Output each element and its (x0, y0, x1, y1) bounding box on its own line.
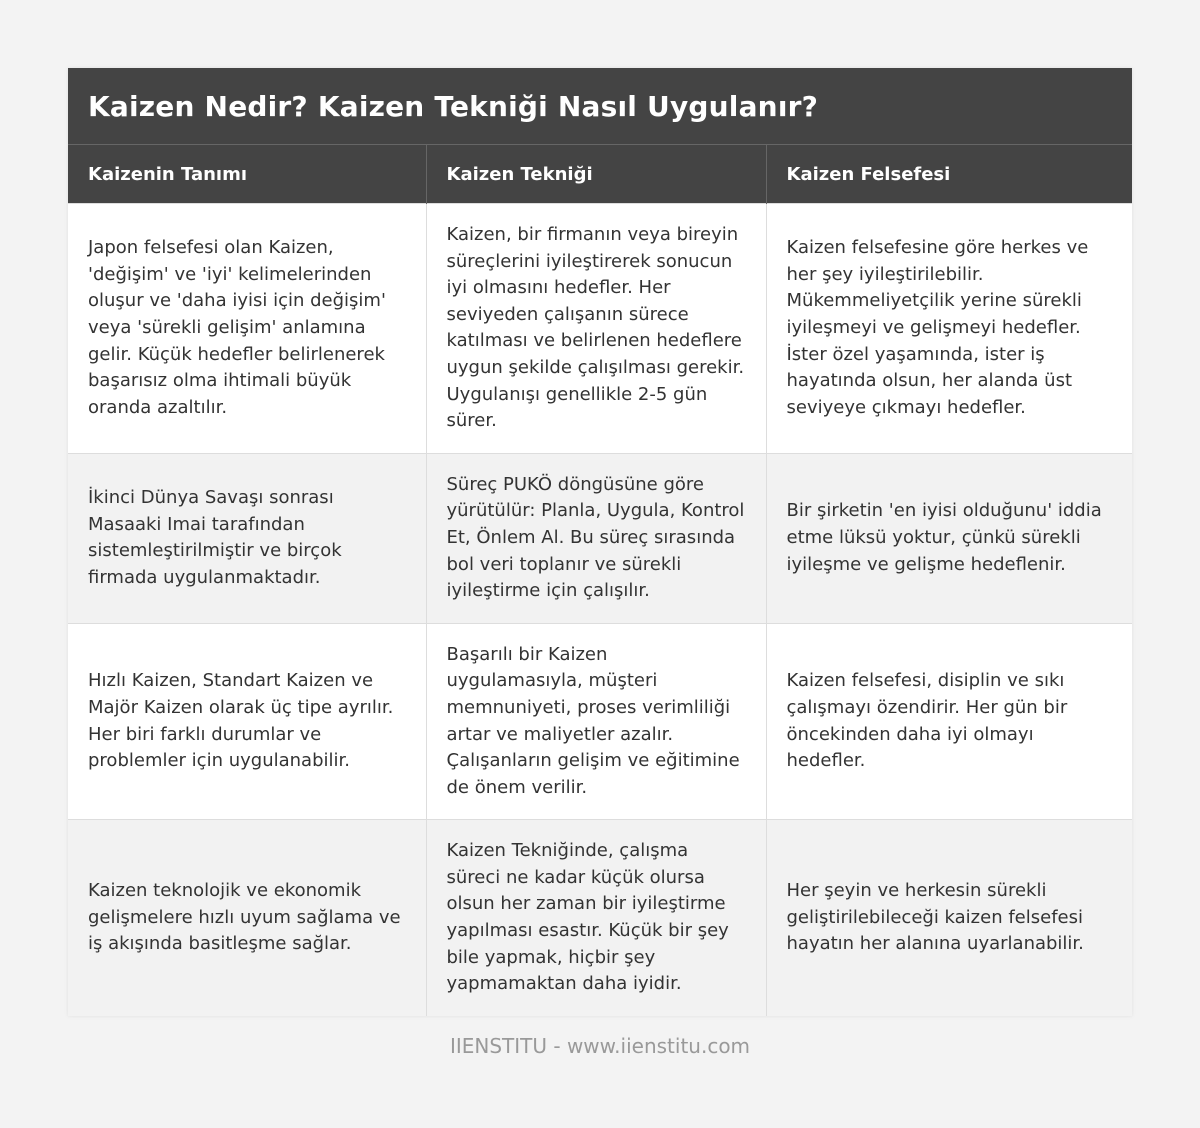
table-cell: Başarılı bir Kaizen uygulamasıyla, müşteri memnuniyeti, proses verimliliği artar ve maliyetler azalır. Çalışanların gelişim ve eğitimine de önem verilir. (426, 623, 766, 820)
page-title: Kaizen Nedir? Kaizen Tekniği Nasıl Uygulanır? (88, 89, 819, 123)
table-cell: Hızlı Kaizen, Standart Kaizen ve Majör Kaizen olarak üç tipe ayrılır. Her biri farklı durumlar ve problemler için uygulanabilir. (68, 623, 426, 820)
table-cell: Süreç PUKÖ döngüsüne göre yürütülür: Planla, Uygula, Kontrol Et, Önlem Al. Bu süreç sırasında bol veri toplanır ve sürekli iyileştirme için çalışılır. (426, 453, 766, 623)
table-cell: Kaizen Tekniğinde, çalışma süreci ne kadar küçük olursa olsun her zaman bir iyileştirme yapılması esastır. Küçük bir şey bile yapmak, hiçbir şey yapmamaktan daha iyidir. (426, 820, 766, 1016)
table-cell: Kaizen, bir firmanın veya bireyin süreçlerini iyileştirerek sonucun iyi olmasını hedefler. Her seviyeden çalışanın sürece katılması ve belirlenen hedeflere uygun şekilde çalışılması gerekir. Uygulanışı genellikle 2-5 gün sürer. (426, 204, 766, 454)
table-cell: Japon felsefesi olan Kaizen, 'değişim' ve 'iyi' kelimelerinden oluşur ve 'daha iyisi için değişim' veya 'sürekli gelişim' anlamına gelir. Küçük hedefler belirlenerek başarısız olma ihtimali büyük oranda azaltılır. (68, 204, 426, 454)
table-row (68, 453, 1132, 623)
kaizen-table (68, 145, 1132, 1016)
column-header: Kaizenin Tanımı (68, 145, 426, 204)
column-header: Kaizen Felsefesi (766, 145, 1132, 204)
column-header: Kaizen Tekniği (426, 145, 766, 204)
title-bar (68, 68, 1132, 145)
table-cell: Bir şirketin 'en iyisi olduğunu' iddia etme lüksü yoktur, çünkü sürekli iyileşme ve gelişme hedeflenir. (766, 453, 1132, 623)
table-row (68, 623, 1132, 820)
kaizen-card (68, 68, 1132, 1016)
table-cell: Kaizen felsefesine göre herkes ve her şey iyileştirilebilir. Mükemmeliyetçilik yerine sürekli iyileşmeyi ve gelişmeyi hedefler. İster özel yaşamında, ister iş hayatında olsun, her alanda üst seviyeye çıkmayı hedefler. (766, 204, 1132, 454)
table-cell: Her şeyin ve herkesin sürekli geliştirilebileceği kaizen felsefesi hayatın her alanına uyarlanabilir. (766, 820, 1132, 1016)
footer-credit: IIENSTITU - www.iienstitu.com (449, 1034, 751, 1058)
table-row (68, 204, 1132, 454)
table-cell: Kaizen teknolojik ve ekonomik gelişmelere hızlı uyum sağlama ve iş akışında basitleşme sağlar. (68, 820, 426, 1016)
table-row (68, 820, 1132, 1016)
table-cell: İkinci Dünya Savaşı sonrası Masaaki Imai tarafından sistemleştirilmiştir ve birçok firmada uygulanmaktadır. (68, 453, 426, 623)
table-cell: Kaizen felsefesi, disiplin ve sıkı çalışmayı özendirir. Her gün bir öncekinden daha iyi olmayı hedefler. (766, 623, 1132, 820)
table-header-row (68, 145, 1132, 204)
